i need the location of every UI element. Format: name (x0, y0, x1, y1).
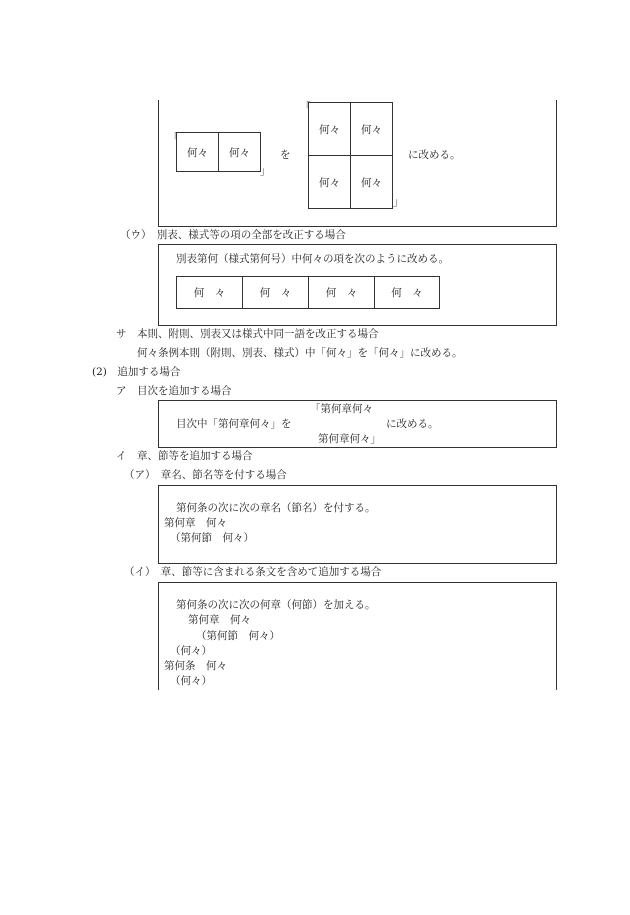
section-i-a-heading: （ア） 章名、節名等を付する場合 (124, 469, 287, 481)
section-a-main: 目次中「第何章何々」を (176, 418, 292, 430)
section-i-i-box-top-border (158, 582, 557, 583)
section-i-i-line: （何々） (170, 675, 212, 687)
section-u-table-cell: 何 々 (374, 276, 440, 309)
section-sa-body: 何々条例本則（附則、別表、様式）中「何々」を「何々」に改める。 (137, 347, 463, 359)
small-table-open-bracket: 「 (168, 132, 179, 144)
wo-particle: を (280, 149, 291, 161)
section-i-a-line: 第何条の次に次の章名（節名）を付する。 (176, 502, 376, 514)
section-i-i-line: 第何条 何々 (164, 660, 227, 672)
section-u-table-cell: 何 々 (176, 276, 243, 309)
section-a-upper: 「第何章何々 (310, 403, 373, 415)
section-i-i-box-right-border (556, 582, 557, 690)
section-i-i-line: （何々） (170, 645, 212, 657)
section-a-suffix: に改める。 (386, 418, 439, 430)
small-table-cell: 何々 (176, 132, 219, 172)
top-box-right-border (556, 100, 557, 227)
section-i-a-line: 第何章 何々 (164, 517, 227, 529)
section-2-heading: (2) 追加する場合 (92, 366, 181, 378)
big-table-cell: 何々 (350, 102, 393, 156)
small-table-close-bracket: 」 (260, 165, 271, 177)
top-example-suffix: に改める。 (408, 149, 461, 161)
section-u-table-cell: 何 々 (308, 276, 375, 309)
section-i-heading: イ 章、節等を追加する場合 (116, 450, 253, 462)
section-i-i-line: 第何章 何々 (188, 614, 251, 626)
section-a-lower: 第何章何々」 (318, 433, 381, 445)
section-i-i-line: 第何条の次に次の何章（何節）を加える。 (176, 599, 376, 611)
big-table-close-bracket: 」 (393, 196, 404, 208)
section-i-i-box-left-border (158, 582, 159, 690)
big-table-cell: 何々 (308, 155, 351, 209)
section-i-a-line: （第何節 何々） (170, 532, 254, 544)
big-table-cell: 何々 (308, 102, 351, 156)
section-u-table-cell: 何 々 (242, 276, 309, 309)
section-sa-heading: サ 本則、附則、別表又は様式中同一語を改正する場合 (116, 328, 379, 340)
section-u-heading: （ウ） 別表、様式等の項の全部を改正する場合 (120, 229, 346, 241)
top-box-bottom-border (158, 226, 557, 227)
top-box-left-border (158, 100, 159, 227)
section-i-i-line: （第何節 何々） (196, 630, 280, 642)
big-table-open-bracket: 「 (300, 101, 311, 113)
section-a-heading: ア 目次を追加する場合 (116, 385, 232, 397)
small-table-cell: 何々 (218, 132, 261, 172)
section-i-i-heading: （イ） 章、節等に含まれる条文を含めて追加する場合 (124, 566, 382, 578)
big-table-cell: 何々 (350, 155, 393, 209)
section-u-box-text: 別表第何（様式第何号）中何々の項を次のように改める。 (176, 253, 449, 265)
